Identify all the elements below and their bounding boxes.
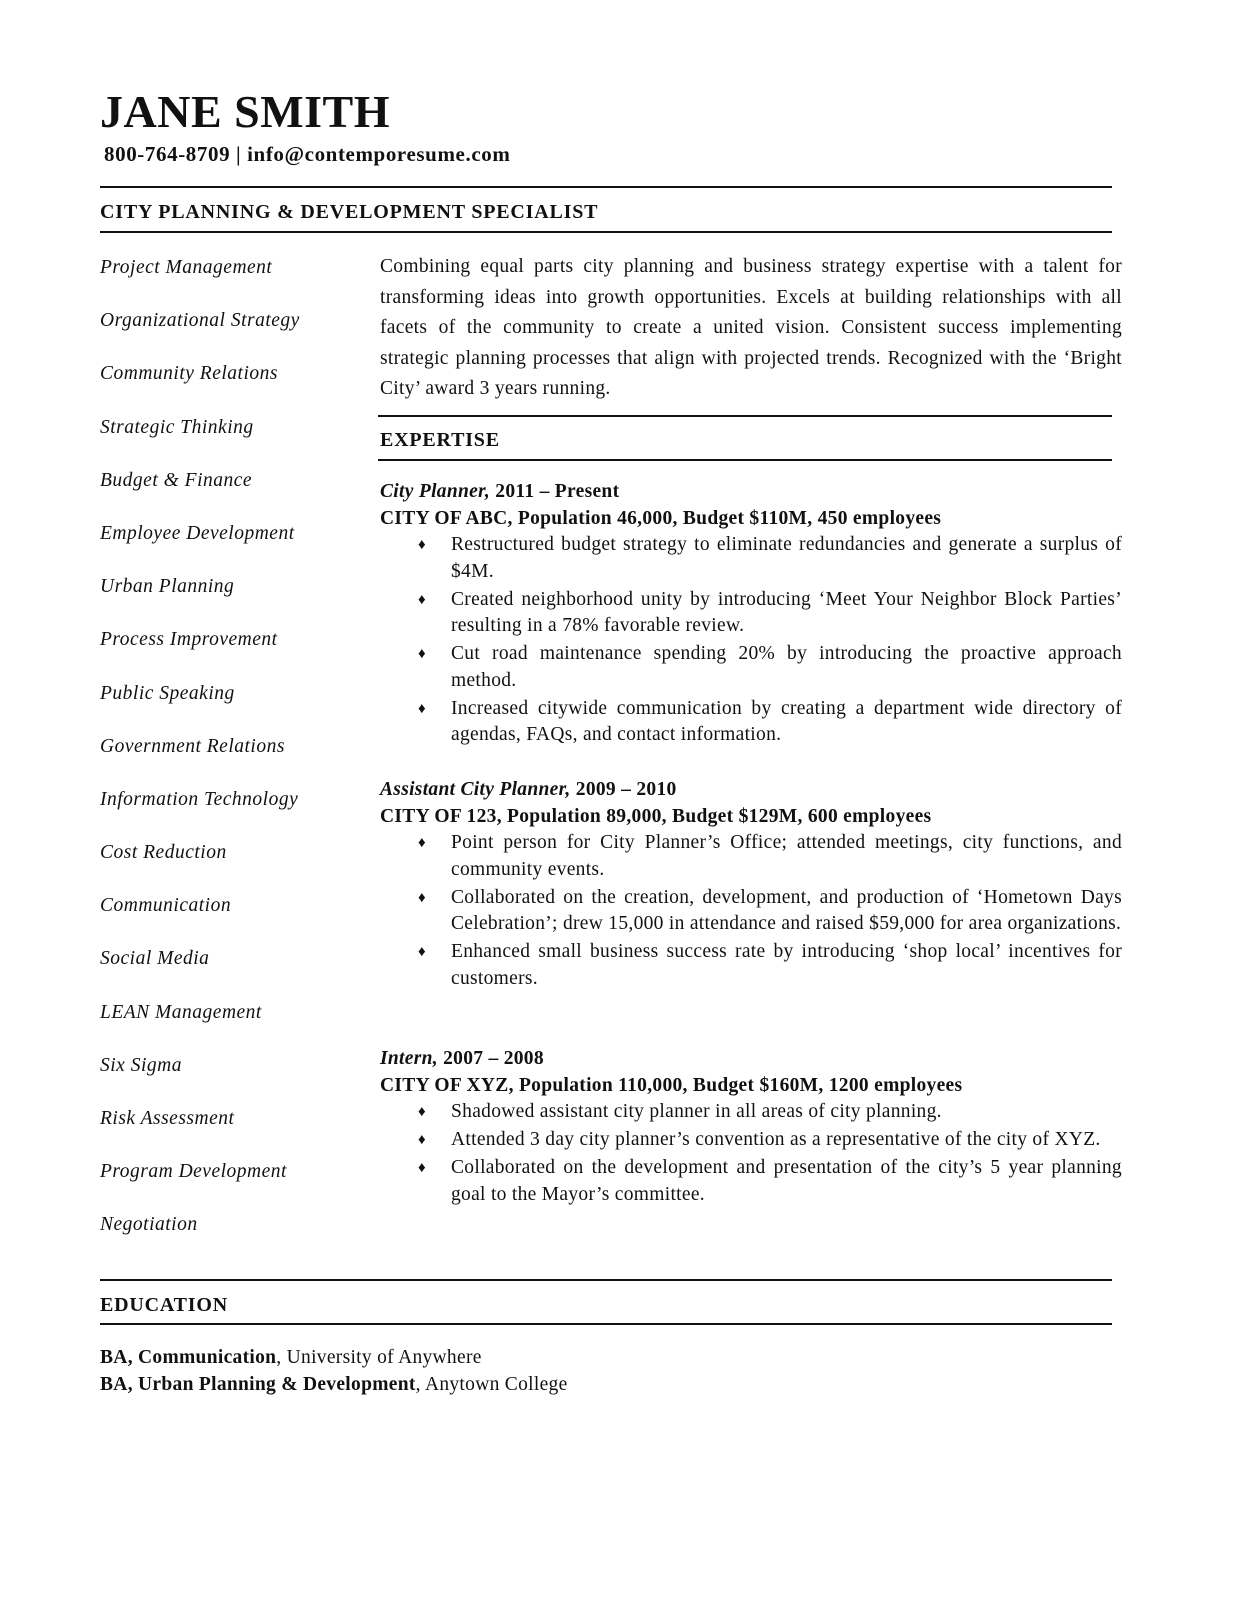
- education-top-rule: [100, 1279, 1112, 1281]
- skill-item: Government Relations: [100, 735, 285, 757]
- bullet-item: [380, 885, 1122, 938]
- bullet-text: Attended 3 day city planner’s convention as a representative of the city of XYZ.: [451, 1129, 1101, 1150]
- diamond-bullet-icon: ♦: [418, 646, 426, 662]
- bullet-item: [380, 696, 1122, 749]
- diamond-bullet-icon: ♦: [418, 835, 426, 851]
- expertise-bottom-rule: [378, 459, 1112, 461]
- job-title: [380, 1046, 1122, 1073]
- skill-item: Negotiation: [100, 1214, 198, 1236]
- job-role: Assistant City Planner,: [380, 779, 571, 800]
- skill-item: Social Media: [100, 948, 210, 970]
- bullet-text: Restructured budget strategy to eliminate redundancies and generate a surplus of $4M.: [451, 534, 1122, 582]
- diamond-bullet-icon: ♦: [418, 889, 426, 906]
- education-list: [100, 1344, 568, 1398]
- degree: BA, Urban Planning & Development: [100, 1374, 416, 1395]
- job-title: [380, 777, 1122, 804]
- skill-item: Budget & Finance: [100, 469, 253, 491]
- job-bullets: [380, 830, 1122, 992]
- bullet-text: Point person for City Planner’s Office; attended meetings, city functions, and community events.: [451, 832, 1122, 880]
- skill-item: Employee Development: [100, 522, 295, 544]
- bullet-text: Enhanced small business success rate by introducing ‘shop local’ incentives for customers.: [451, 941, 1122, 989]
- skill-item: Strategic Thinking: [100, 416, 254, 438]
- skill-item: Cost Reduction: [100, 842, 227, 864]
- job-dates: 2011 – Present: [495, 481, 620, 502]
- bullet-item: [380, 1127, 1122, 1154]
- education-bottom-rule: [100, 1323, 1112, 1325]
- headline-bottom-rule: [100, 231, 1112, 233]
- job-entry-intern: [380, 1046, 1122, 1210]
- job-dates: 2007 – 2008: [443, 1048, 544, 1069]
- job-bullets: [380, 1099, 1122, 1208]
- education-entry: [100, 1371, 568, 1398]
- bullet-text: Collaborated on the development and presentation of the city’s 5 year planning goal to the Mayor’s committee.: [451, 1157, 1122, 1205]
- education-heading: EDUCATION: [100, 1294, 228, 1316]
- job-bullets: [380, 532, 1122, 749]
- school: , Anytown College: [415, 1374, 568, 1395]
- school: , University of Anywhere: [276, 1347, 482, 1368]
- skill-item: Organizational Strategy: [100, 310, 300, 332]
- candidate-name: JANE SMITH: [100, 86, 390, 137]
- skill-item: Process Improvement: [100, 629, 278, 651]
- professional-summary: Combining equal parts city planning and business strategy expertise with a talent for transforming ideas into growth opportunities. Excels at building relationships with all facets of the community to create a united vision. Consistent success implementing strategic planning processes that align with projected trends. Recognized with the ‘Bright City’ award 3 years running.: [380, 256, 1122, 400]
- skill-item: Community Relations: [100, 363, 278, 385]
- skill-item: Urban Planning: [100, 576, 235, 598]
- skill-item: Program Development: [100, 1161, 287, 1183]
- skill-item: Risk Assessment: [100, 1108, 235, 1129]
- skill-item: Project Management: [100, 257, 273, 278]
- diamond-bullet-icon: ♦: [418, 944, 426, 960]
- job-role: Intern,: [380, 1048, 438, 1069]
- job-title: [380, 479, 1122, 506]
- job-organization: CITY OF 123, Population 89,000, Budget $129M, 600 employees: [380, 805, 932, 827]
- headline-title: CITY PLANNING & DEVELOPMENT SPECIALIST: [100, 201, 599, 223]
- degree: BA, Communication: [100, 1347, 277, 1368]
- diamond-bullet-icon: ♦: [418, 1104, 426, 1120]
- job-dates: 2009 – 2010: [575, 779, 677, 800]
- job-organization: CITY OF XYZ, Population 110,000, Budget $160M, 1200 employees: [380, 1074, 963, 1096]
- bullet-item: [380, 1155, 1122, 1208]
- diamond-bullet-icon: ♦: [418, 537, 426, 553]
- headline-top-rule: [100, 186, 1112, 188]
- diamond-bullet-icon: ♦: [418, 591, 426, 608]
- diamond-bullet-icon: ♦: [418, 1132, 426, 1148]
- skills-list: [100, 254, 300, 1265]
- job-organization: CITY OF ABC, Population 46,000, Budget $110M, 450 employees: [380, 507, 942, 529]
- expertise-top-rule: [378, 415, 1112, 417]
- bullet-text: Cut road maintenance spending 20% by introducing the proactive approach method.: [451, 643, 1122, 691]
- skill-item: LEAN Management: [100, 1001, 262, 1023]
- bullet-item: [380, 830, 1122, 883]
- bullet-text: Shadowed assistant city planner in all areas of city planning.: [451, 1101, 942, 1122]
- skill-item: Information Technology: [100, 788, 299, 810]
- education-entry: [100, 1344, 568, 1371]
- bullet-item: [380, 1099, 1122, 1126]
- bullet-item: [380, 939, 1122, 992]
- job-entry-assistant-city-planner: [380, 777, 1122, 994]
- bullet-item: [380, 587, 1122, 640]
- bullet-text: Created neighborhood unity by introducing ‘Meet Your Neighbor Block Parties’ resulting in a 78% favorable review.: [451, 588, 1122, 636]
- diamond-bullet-icon: ♦: [418, 1160, 426, 1176]
- skill-item: Communication: [100, 895, 232, 917]
- skill-item: Public Speaking: [100, 682, 235, 704]
- diamond-bullet-icon: ♦: [418, 700, 426, 717]
- expertise-heading: EXPERTISE: [380, 429, 500, 451]
- job-entry-city-planner: [380, 479, 1122, 750]
- bullet-text: Collaborated on the creation, development, and production of ‘Hometown Days Celebration’; drew 15,000 in attendance and raised $59,000 for area organizations.: [451, 886, 1122, 934]
- bullet-text: Increased citywide communication by creating a department wide directory of agendas, FAQs, and contact information.: [451, 697, 1122, 745]
- job-role: City Planner,: [380, 481, 491, 502]
- contact-info: 800-764-8709 | info@contemporesume.com: [104, 142, 511, 166]
- bullet-item: [380, 641, 1122, 694]
- skill-item: Six Sigma: [100, 1054, 182, 1076]
- bullet-item: [380, 532, 1122, 585]
